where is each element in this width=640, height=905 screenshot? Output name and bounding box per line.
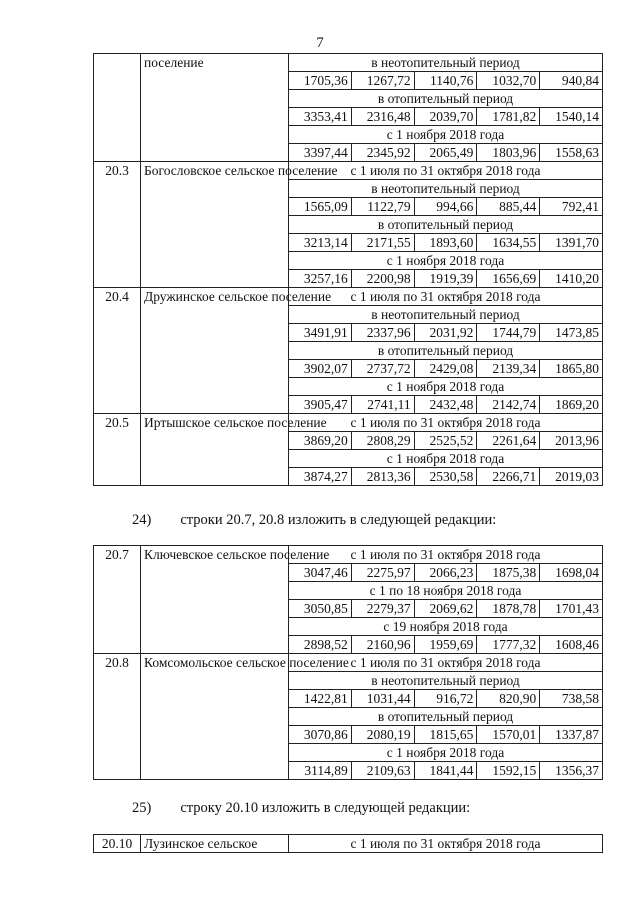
tariff-value: 3213,14 bbox=[289, 234, 352, 252]
tariff-value: 2139,34 bbox=[477, 360, 540, 378]
tariff-value: 1803,96 bbox=[477, 144, 540, 162]
row-number: 20.7 bbox=[94, 546, 141, 654]
tariff-value: 3397,44 bbox=[289, 144, 352, 162]
settlement-name: Богословское сельское поселение bbox=[141, 162, 289, 288]
row-number bbox=[94, 54, 141, 162]
period-label: в отопительный период bbox=[289, 708, 603, 726]
tariff-value: 2275,97 bbox=[351, 564, 414, 582]
tariff-value: 2316,48 bbox=[351, 108, 414, 126]
tariff-value: 3353,41 bbox=[289, 108, 352, 126]
tariff-value: 1031,44 bbox=[351, 690, 414, 708]
tariff-value: 1570,01 bbox=[477, 726, 540, 744]
tariff-value: 1875,38 bbox=[477, 564, 540, 582]
tariff-value: 1592,15 bbox=[477, 762, 540, 780]
tariff-value: 2898,52 bbox=[289, 636, 352, 654]
table-row bbox=[94, 54, 603, 72]
settlement-name: поселение bbox=[141, 54, 289, 162]
tariff-value: 3905,47 bbox=[289, 396, 352, 414]
tariff-value: 1919,39 bbox=[414, 270, 477, 288]
period-label: в отопительный период bbox=[289, 90, 603, 108]
tariff-value: 1356,37 bbox=[540, 762, 603, 780]
tariff-value: 2142,74 bbox=[477, 396, 540, 414]
tariff-value: 1422,81 bbox=[289, 690, 352, 708]
tariff-value: 2080,19 bbox=[351, 726, 414, 744]
tariff-value: 2065,49 bbox=[414, 144, 477, 162]
tariff-value: 2013,96 bbox=[540, 432, 603, 450]
tariff-value: 1608,46 bbox=[540, 636, 603, 654]
tariff-value: 1698,04 bbox=[540, 564, 603, 582]
tariff-value: 2429,08 bbox=[414, 360, 477, 378]
tariff-value: 1032,70 bbox=[477, 72, 540, 90]
tariff-value: 2066,23 bbox=[414, 564, 477, 582]
row-number: 20.10 bbox=[94, 835, 141, 853]
tariff-value: 885,44 bbox=[477, 198, 540, 216]
tariff-value: 2345,92 bbox=[351, 144, 414, 162]
tariff-value: 2200,98 bbox=[351, 270, 414, 288]
tariff-value: 1777,32 bbox=[477, 636, 540, 654]
tariff-value: 2266,71 bbox=[477, 468, 540, 486]
tariff-value: 1634,55 bbox=[477, 234, 540, 252]
settlement-name: Ключевское сельское поселение bbox=[141, 546, 289, 654]
tariff-value: 2261,64 bbox=[477, 432, 540, 450]
table-row bbox=[94, 414, 603, 432]
period-label: с 19 ноября 2018 года bbox=[289, 618, 603, 636]
tariff-value: 2337,96 bbox=[351, 324, 414, 342]
period-label: в отопительный период bbox=[289, 216, 603, 234]
tariff-value: 1705,36 bbox=[289, 72, 352, 90]
tariff-value: 1337,87 bbox=[540, 726, 603, 744]
tariff-value: 2031,92 bbox=[414, 324, 477, 342]
table-row bbox=[94, 654, 603, 672]
tariff-value: 940,84 bbox=[540, 72, 603, 90]
tariff-value: 3047,46 bbox=[289, 564, 352, 582]
tariff-value: 1841,44 bbox=[414, 762, 477, 780]
tariff-value: 1140,76 bbox=[414, 72, 477, 90]
tariff-value: 2525,52 bbox=[414, 432, 477, 450]
tariff-value: 2808,29 bbox=[351, 432, 414, 450]
tariff-table-3 bbox=[93, 834, 603, 853]
tariff-value: 1540,14 bbox=[540, 108, 603, 126]
tariff-value: 1701,43 bbox=[540, 600, 603, 618]
tariff-value: 1869,20 bbox=[540, 396, 603, 414]
row-number: 20.8 bbox=[94, 654, 141, 780]
table-row bbox=[94, 162, 603, 180]
settlement-name: Иртышское сельское поселение bbox=[141, 414, 289, 486]
period-label: с 1 ноября 2018 года bbox=[289, 450, 603, 468]
tariff-value: 1744,79 bbox=[477, 324, 540, 342]
tariff-value: 2432,48 bbox=[414, 396, 477, 414]
tariff-value: 2813,36 bbox=[351, 468, 414, 486]
tariff-value: 1473,85 bbox=[540, 324, 603, 342]
tariff-value: 738,58 bbox=[540, 690, 603, 708]
tariff-value: 3874,27 bbox=[289, 468, 352, 486]
settlement-name: Комсомольское сельское поселение bbox=[141, 654, 289, 780]
tariff-value: 1959,69 bbox=[414, 636, 477, 654]
tariff-value: 3491,91 bbox=[289, 324, 352, 342]
tariff-value: 3257,16 bbox=[289, 270, 352, 288]
tariff-value: 3050,85 bbox=[289, 600, 352, 618]
period-label: в неотопительный период bbox=[289, 672, 603, 690]
row-number: 20.5 bbox=[94, 414, 141, 486]
tariff-value: 2109,63 bbox=[351, 762, 414, 780]
row-number: 20.3 bbox=[94, 162, 141, 288]
tariff-value: 1893,60 bbox=[414, 234, 477, 252]
period-label: с 1 по 18 ноября 2018 года bbox=[289, 582, 603, 600]
period-label: с 1 июля по 31 октября 2018 года bbox=[289, 288, 603, 306]
tariff-value: 2039,70 bbox=[414, 108, 477, 126]
period-label: с 1 июля по 31 октября 2018 года bbox=[289, 546, 603, 564]
tariff-value: 1558,63 bbox=[540, 144, 603, 162]
tariff-value: 1865,80 bbox=[540, 360, 603, 378]
tariff-value: 792,41 bbox=[540, 198, 603, 216]
tariff-value: 1815,65 bbox=[414, 726, 477, 744]
tariff-value: 820,90 bbox=[477, 690, 540, 708]
period-label: с 1 июля по 31 октября 2018 года bbox=[289, 654, 603, 672]
period-label: с 1 июля по 31 октября 2018 года bbox=[289, 162, 603, 180]
period-label: в неотопительный период bbox=[289, 54, 603, 72]
period-label: с 1 июля по 31 октября 2018 года bbox=[289, 835, 603, 853]
settlement-name: Лузинское сельское bbox=[141, 835, 289, 853]
table-row bbox=[94, 835, 603, 853]
tariff-value: 2530,58 bbox=[414, 468, 477, 486]
tariff-value: 1781,82 bbox=[477, 108, 540, 126]
tariff-value: 1410,20 bbox=[540, 270, 603, 288]
tariff-value: 2171,55 bbox=[351, 234, 414, 252]
tariff-value: 916,72 bbox=[414, 690, 477, 708]
tariff-value: 1391,70 bbox=[540, 234, 603, 252]
settlement-name: Дружинское сельское поселение bbox=[141, 288, 289, 414]
table-row bbox=[94, 546, 603, 564]
tariff-value: 2019,03 bbox=[540, 468, 603, 486]
tariff-value: 1267,72 bbox=[351, 72, 414, 90]
instruction-25: 25) строку 20.10 изложить в следующей редакции: bbox=[132, 800, 471, 816]
row-number: 20.4 bbox=[94, 288, 141, 414]
tariff-value: 2737,72 bbox=[351, 360, 414, 378]
table-row bbox=[94, 288, 603, 306]
tariff-value: 2741,11 bbox=[351, 396, 414, 414]
tariff-value: 3070,86 bbox=[289, 726, 352, 744]
tariff-value: 1565,09 bbox=[289, 198, 352, 216]
tariff-value: 1878,78 bbox=[477, 600, 540, 618]
period-label: с 1 ноября 2018 года bbox=[289, 252, 603, 270]
period-label: с 1 июля по 31 октября 2018 года bbox=[289, 414, 603, 432]
tariff-value: 2160,96 bbox=[351, 636, 414, 654]
tariff-value: 2279,37 bbox=[351, 600, 414, 618]
period-label: в отопительный период bbox=[289, 342, 603, 360]
instruction-24: 24) строки 20.7, 20.8 изложить в следующей редакции: bbox=[132, 512, 497, 528]
period-label: с 1 ноября 2018 года bbox=[289, 378, 603, 396]
period-label: в неотопительный период bbox=[289, 306, 603, 324]
tariff-value: 3902,07 bbox=[289, 360, 352, 378]
period-label: в неотопительный период bbox=[289, 180, 603, 198]
period-label: с 1 ноября 2018 года bbox=[289, 744, 603, 762]
tariff-value: 3114,89 bbox=[289, 762, 352, 780]
tariff-value: 2069,62 bbox=[414, 600, 477, 618]
page-number: 7 bbox=[316, 35, 324, 51]
tariff-value: 994,66 bbox=[414, 198, 477, 216]
tariff-value: 1122,79 bbox=[351, 198, 414, 216]
period-label: с 1 ноября 2018 года bbox=[289, 126, 603, 144]
tariff-table-2 bbox=[93, 545, 603, 780]
tariff-table-1 bbox=[93, 53, 603, 486]
tariff-value: 3869,20 bbox=[289, 432, 352, 450]
tariff-value: 1656,69 bbox=[477, 270, 540, 288]
